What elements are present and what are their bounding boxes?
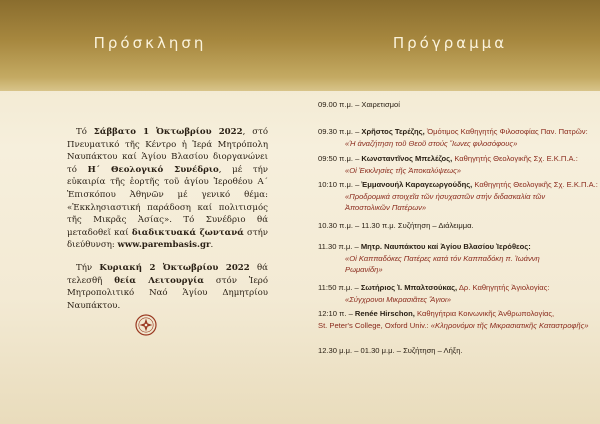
invitation-text	[67, 126, 268, 322]
item-time: 09:50 π.μ.	[318, 154, 353, 163]
program-item	[318, 308, 590, 331]
p2-liturgy: θεία Λειτουργία	[114, 275, 204, 286]
p2-text-5: στόν Ἱερό Μητροπολιτικό Ναό Ἁγίου Δημητρίου Ναυπάκτου.	[67, 275, 268, 311]
p1-text-7: στήν διεύθυνση:	[67, 227, 269, 251]
talk-title: «Ἡ ἀναζήτηση τοῦ Θεοῦ στούς Ἴωνες φιλοσόφους»	[345, 138, 518, 148]
program-item	[318, 220, 590, 232]
program-item	[318, 99, 590, 111]
speaker-name: Χρῆστος Τερέζης,	[361, 127, 425, 136]
speaker-name: Σωτήριος Ἰ. Μπαλτσούκας,	[360, 283, 458, 292]
p2-text-1: Τήν	[76, 262, 100, 273]
item-sep: –	[394, 346, 404, 355]
item-time: 12.30 μ.μ. – 01.30 μ.μ.	[318, 346, 395, 355]
item-text: Συζήτηση – Διάλειμμα.	[395, 221, 474, 230]
speaker-affiliation: St. Peter's College, Oxford Univ.:	[318, 320, 429, 330]
p2-date: Κυριακή 2 Ὀκτωβρίου 2022	[99, 262, 250, 273]
talk-title: «Σύγχρονοι Μικρασιᾶτες Ἅγιοι»	[345, 294, 451, 304]
item-time: 12:10 π.	[318, 309, 347, 318]
p1-text-9: .	[210, 240, 214, 251]
invitation-paragraph-2	[67, 262, 268, 312]
p1-text-5: , μέ τήν εὐκαιρία τῆς ἑορτῆς τοῦ ἁγίου Ἱεροθέου Α΄ Ἐπισκόπου Ἀθηνῶν μέ γενικό θέμα: «Ἐκκλησιαστική παράδοση καί πολιτισμός τῆς Μικρᾶς Ἀσίας». Τό Συνέδριο θά μεταδοθεῖ καί	[67, 164, 268, 238]
program-header-band	[300, 0, 600, 91]
program-item	[318, 241, 590, 276]
speaker-name: Ἐμμανουήλ Καραγεωργούδης,	[361, 180, 473, 189]
item-time: 09.00 π.μ.	[318, 100, 353, 109]
speaker-role: Ὁμότιμος Καθηγητής Φιλοσοφίας Παν. Πατρῶν:	[424, 127, 588, 136]
item-text: Συζήτηση – Λήξη.	[403, 346, 463, 355]
program-item	[318, 179, 598, 214]
item-sep: –	[352, 242, 361, 251]
item-time: 09.30 π.μ.	[318, 127, 353, 136]
program-item	[318, 345, 590, 357]
speaker-name: Κωνσταντῖνος Μπελέζος,	[361, 154, 453, 163]
speaker-role: Καθηγητής Θεολογικῆς Σχ. Ε.Κ.Π.Α.:	[452, 154, 578, 163]
item-sep: –	[352, 283, 361, 292]
talk-title: «Προδρομικά στοιχεῖα τῶν ἡσυχαστῶν στήν διδασκαλία τῶν Ἀποστολικῶν Πατέρων»	[345, 191, 546, 212]
talk-title: «Οἱ Καππαδόκες Πατέρες κατά τόν Καππαδόκη π. Ἰωάννη Ρωμανίδη»	[345, 253, 540, 274]
item-sep: –	[352, 100, 362, 109]
p1-date: Σάββατο 1 Ὀκτωβρίου 2022	[93, 127, 243, 137]
item-sep: –	[352, 180, 362, 189]
program-item	[318, 126, 590, 149]
speaker-role: Δρ. Καθηγητής Ἁγιολογίας:	[457, 283, 550, 292]
item-sep: –	[352, 127, 362, 136]
talk-title: «Οἱ Ἐκκλησίες τῆς Ἀποκαλύψεως»	[345, 165, 462, 175]
program-item	[318, 153, 590, 176]
invitation-paragraph-1	[67, 126, 268, 252]
item-time: 11.30 π.μ.	[318, 242, 353, 251]
invitation-header-band	[0, 0, 300, 91]
invitation-title: Πρόσκληση	[93, 34, 207, 52]
item-time: 10:10 π.μ.	[318, 180, 353, 189]
p2-text-3: θά τελεσθῆ	[67, 262, 268, 286]
item-text: Χαιρετισμοί	[361, 100, 400, 109]
speaker-name: Μητρ. Ναυπάκτου καί Ἁγίου Βλασίου Ἱερόθεος:	[360, 242, 531, 251]
p1-live: διαδικτυακά ζωντανά	[131, 227, 244, 238]
p1-text-3: , στό Πνευματικό τῆς Κέντρο ἡ Ἱερά Μητρόπολη Ναυπάκτου καί Ἁγίου Βλασίου διοργανώνει τό	[67, 127, 269, 175]
p1-conference: Η΄ Θεολογικό Συνέδριο	[87, 164, 219, 175]
talk-title: «Κληρονόμοι τῆς Μικρασιατικῆς Καταστροφῆς»	[430, 320, 589, 330]
item-time: 11:50 π.μ.	[318, 283, 353, 292]
p1-website[interactable]: www.parembasis.gr	[117, 240, 211, 251]
byzantine-cross-icon	[135, 314, 157, 336]
speaker-role: Καθηγητής Θεολογικῆς Σχ. Ε.Κ.Π.Α.:	[472, 180, 598, 189]
item-sep: –	[352, 154, 362, 163]
program-title: Πρόγραμμα	[392, 34, 508, 52]
item-sep: –	[346, 309, 355, 318]
item-time: 10.30 π.μ. – 11.30 π.μ.	[318, 221, 396, 230]
speaker-role: Καθηγήτρια Κοινωνικῆς Ἀνθρωπολογίας,	[414, 309, 555, 318]
p1-text-1: Τό	[76, 127, 94, 137]
program-item	[318, 282, 590, 305]
speaker-name: Renée Hirschon,	[354, 309, 415, 318]
